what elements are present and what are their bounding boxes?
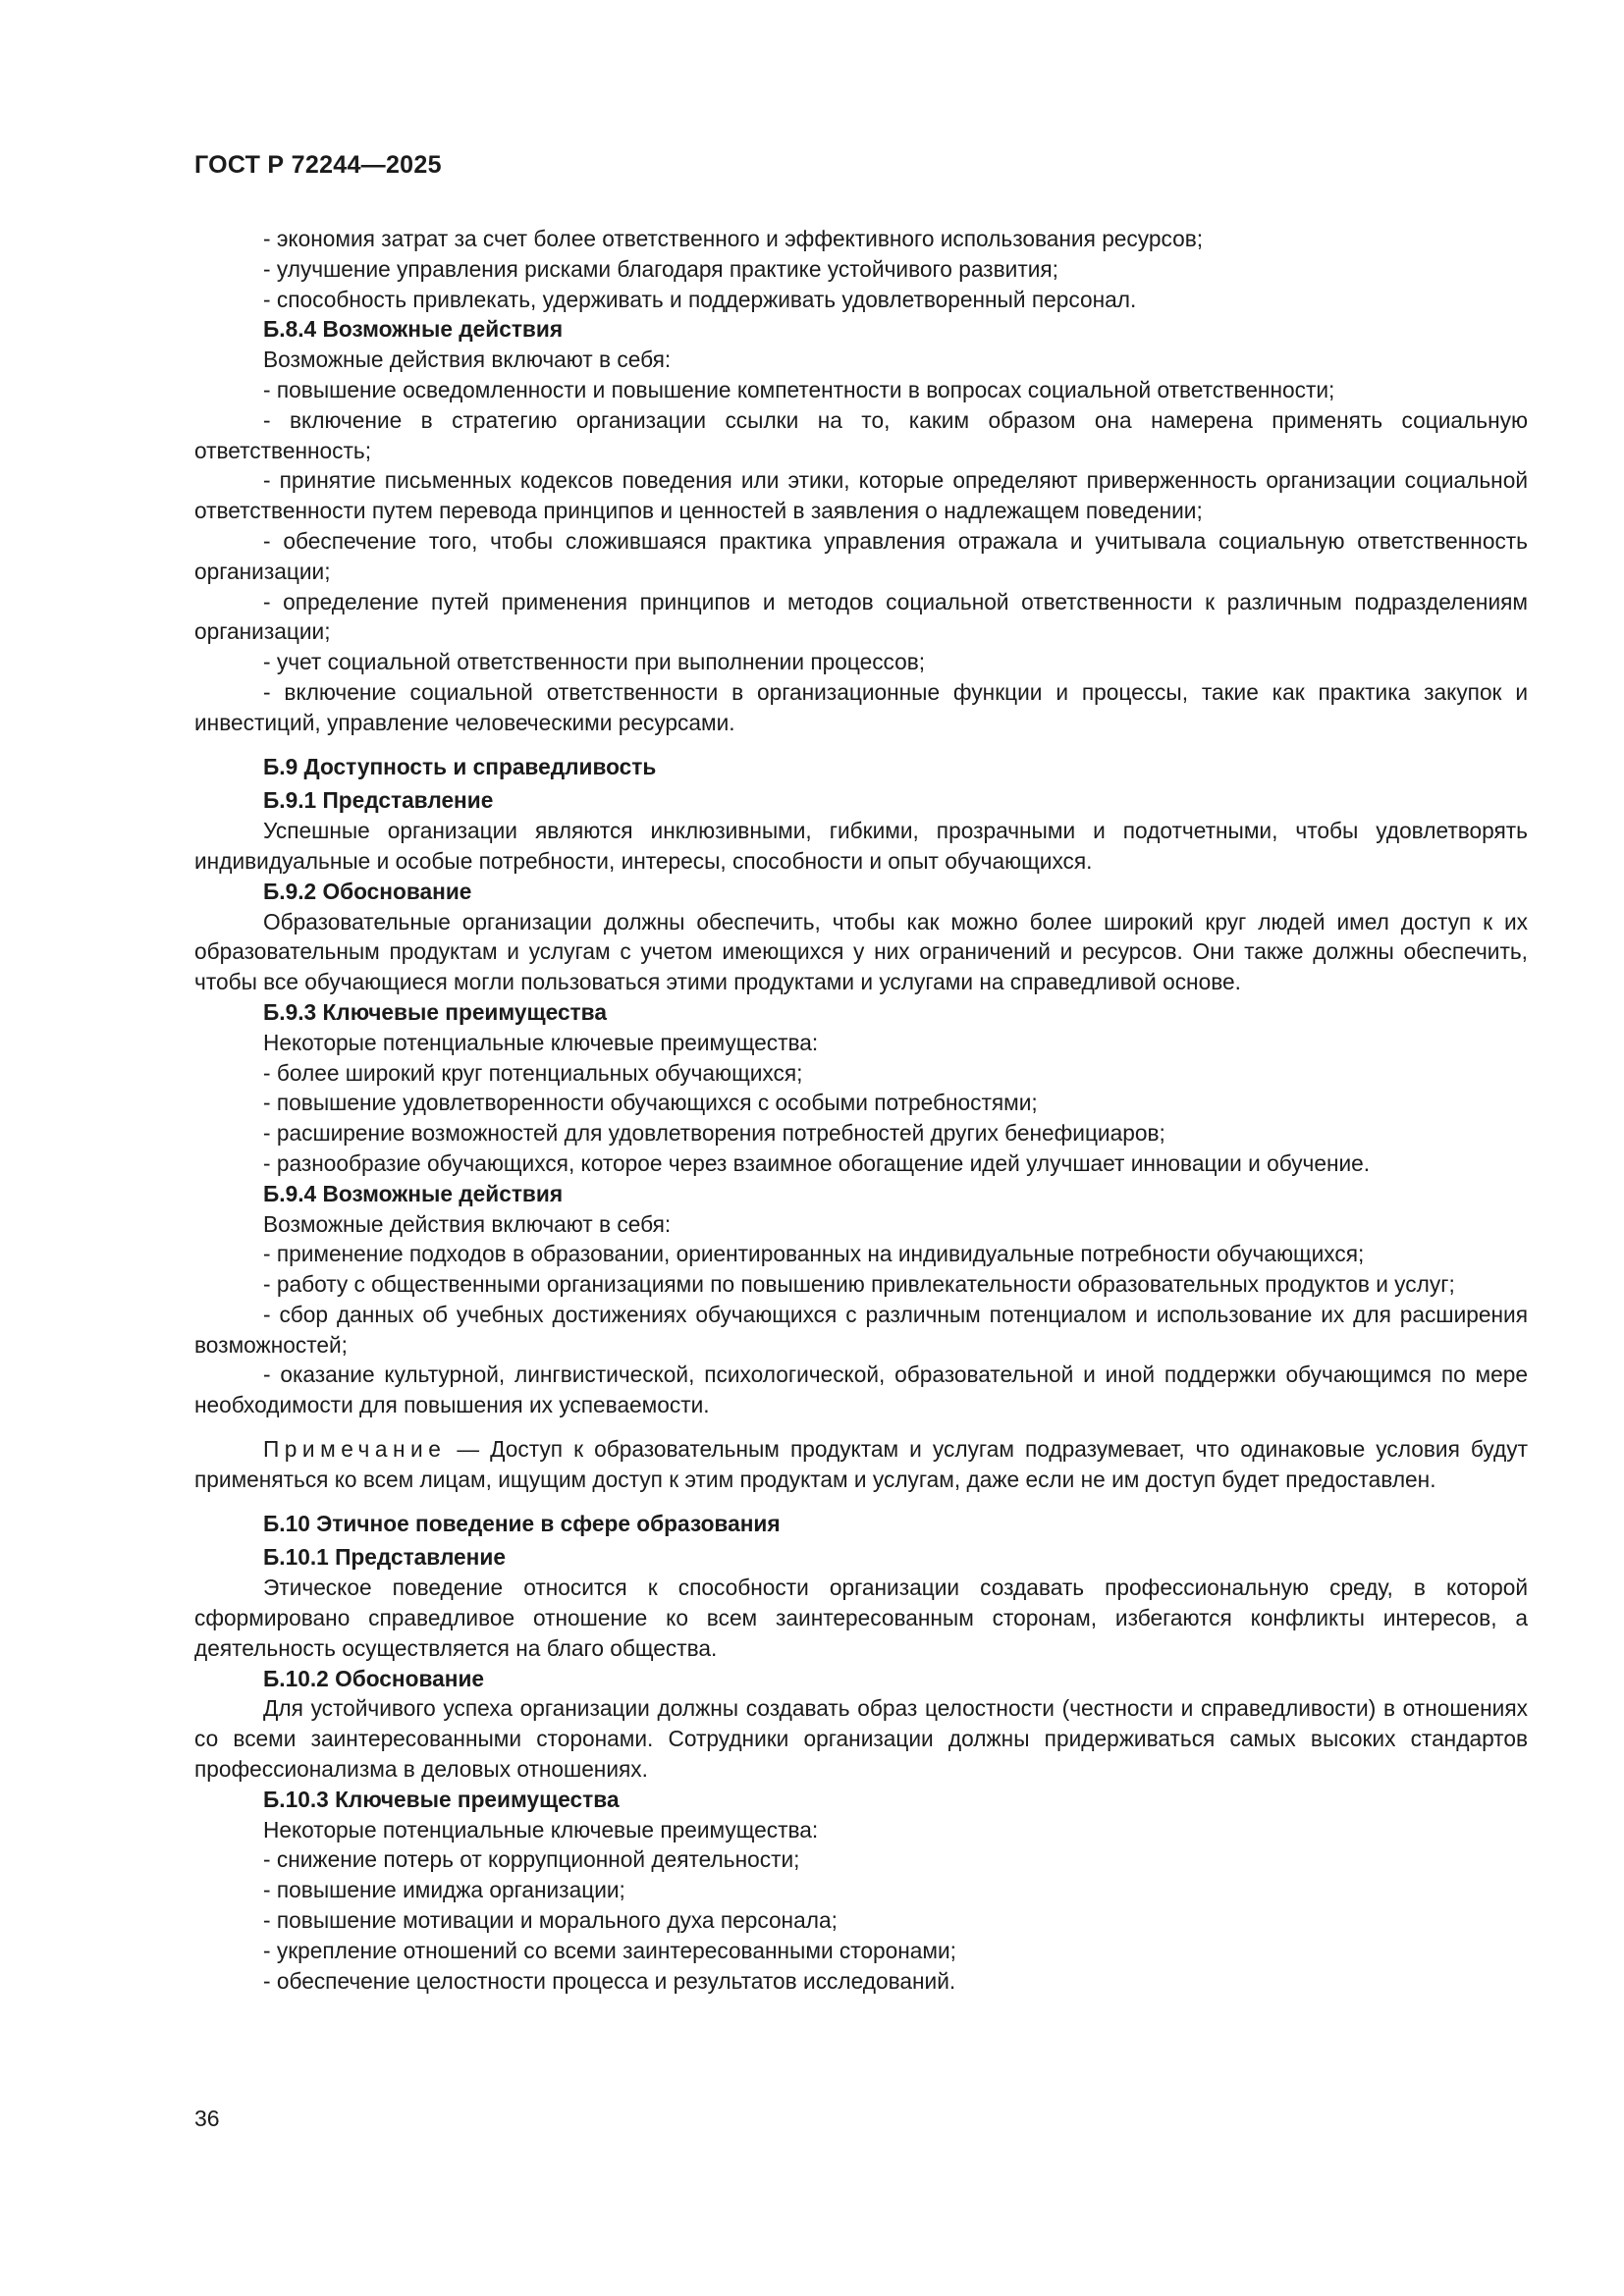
- note-label: Примечание: [263, 1436, 447, 1463]
- list-item: - укрепление отношений со всеми заинтересованными сторонами;: [263, 1937, 956, 1963]
- section-heading-b103: Б.10.3 Ключевые преимущества: [263, 1786, 620, 1812]
- section-heading-b93: Б.9.3 Ключевые преимущества: [263, 998, 607, 1025]
- paragraph: Некоторые потенциальные ключевые преимущества:: [263, 1816, 819, 1842]
- list-item: - обеспечение того, чтобы сложившаяся практика управления отражала и учитывала социальную ответственность организации;: [194, 527, 1528, 584]
- list-item: - включение в стратегию организации ссылки на то, каким образом она намерена применять социальную ответственность;: [194, 406, 1528, 463]
- section-heading-b91: Б.9.1 Представление: [263, 787, 494, 814]
- document-header: ГОСТ Р 72244—2025: [194, 151, 442, 179]
- list-item: - включение социальной ответственности в организационные функции и процессы, такие как практика закупок и инвестиций, управление человеческими ресурсами.: [194, 678, 1528, 735]
- list-item: - обеспечение целостности процесса и результатов исследований.: [263, 1967, 956, 1994]
- list-item: - определение путей применения принципов и методов социальной ответственности к различным подразделениям организации;: [194, 588, 1528, 645]
- list-item: - разнообразие обучающихся, которое через взаимное обогащение идей улучшает инновации и обучение.: [263, 1149, 1371, 1176]
- note-text: — Доступ к образовательным продуктам и услугам подразумевает, что одинаковые условия будут применяться ко всем лицам, ищущим доступ к этим продуктам и услугам, даже если не им доступ будет предоставлен.: [194, 1436, 1528, 1492]
- section-heading-b9: Б.9 Доступность и справедливость: [263, 753, 657, 779]
- paragraph: Возможные действия включают в себя:: [263, 347, 672, 373]
- section-heading-b102: Б.10.2 Обоснование: [263, 1665, 485, 1691]
- list-item: - снижение потерь от коррупционной деятельности;: [263, 1846, 800, 1873]
- section-heading-b84: Б.8.4 Возможные действия: [263, 316, 564, 343]
- list-item: - повышение удовлетворенности обучающихся с особыми потребностями;: [263, 1090, 1038, 1116]
- page-number: 36: [194, 2106, 220, 2131]
- section-heading-b94: Б.9.4 Возможные действия: [263, 1180, 564, 1206]
- list-item: - расширение возможностей для удовлетворения потребностей других бенефициаров;: [263, 1120, 1165, 1147]
- paragraph: Этическое поведение относится к способности организации создавать профессиональную среду, в которой сформировано справедливое отношение ко всем заинтересованным сторонам, избегаются конфликты интересов, а деятельность осуществляется на благо общества.: [194, 1575, 1528, 1661]
- paragraph: Для устойчивого успеха организации должны создавать образ целостности (честности и справедливости) в отношениях со всеми заинтересованными сторонами. Сотрудники организации должны придерживаться самых высоких стандартов профессионализма в деловых отношениях.: [194, 1695, 1528, 1783]
- list-item: - сбор данных об учебных достижениях обучающихся с различным потенциалом и использование их для расширения возможностей;: [194, 1301, 1528, 1358]
- list-item: - повышение имиджа организации;: [263, 1877, 625, 1903]
- paragraph: Успешные организации являются инклюзивными, гибкими, прозрачными и подотчетными, чтобы удовлетворять индивидуальные и особые потребности, интересы, способности и опыт обучающихся.: [194, 818, 1528, 874]
- list-item: - повышение мотивации и морального духа персонала;: [263, 1907, 838, 1934]
- note: [194, 1434, 1528, 1495]
- paragraph: Некоторые потенциальные ключевые преимущества:: [263, 1029, 819, 1055]
- paragraph: Возможные действия включают в себя:: [263, 1210, 672, 1237]
- paragraph: Образовательные организации должны обеспечить, чтобы как можно более широкий круг людей имел доступ к их образовательным продуктам и услугам с учетом имеющихся у них ограничений и ресурсов. Они также должны обеспечить, чтобы все обучающиеся могли пользоваться этими продуктами и услугами на справедливой основе.: [194, 908, 1528, 995]
- list-item: - повышение осведомленности и повышение компетентности в вопросах социальной ответственности;: [263, 376, 1335, 402]
- section-heading-b10: Б.10 Этичное поведение в сфере образования: [263, 1510, 781, 1536]
- list-item: - более широкий круг потенциальных обучающихся;: [263, 1059, 803, 1086]
- list-item: - учет социальной ответственности при выполнении процессов;: [263, 649, 926, 675]
- list-item: - применение подходов в образовании, ориентированных на индивидуальные потребности обучающихся;: [263, 1241, 1365, 1267]
- list-item: - способность привлекать, удерживать и поддерживать удовлетворенный персонал.: [263, 286, 1137, 312]
- section-heading-b101: Б.10.1 Представление: [263, 1544, 506, 1571]
- list-item: - оказание культурной, лингвистической, психологической, образовательной и иной поддержки обучающимся по мере необходимости для повышения их успеваемости.: [194, 1362, 1528, 1418]
- list-item: - экономия затрат за счет более ответственного и эффективного использования ресурсов;: [263, 226, 1204, 251]
- document-body: [194, 224, 1528, 1996]
- list-item: - работу с общественными организациями по повышению привлекательности образовательных продуктов и услуг;: [263, 1271, 1455, 1298]
- list-item: - улучшение управления рисками благодаря практике устойчивого развития;: [263, 255, 1058, 282]
- section-heading-b92: Б.9.2 Обоснование: [263, 878, 472, 904]
- list-item: - принятие письменных кодексов поведения или этики, которые определяют приверженность организации социальной ответственности путем перевода принципов и ценностей в заявления о надлежащем поведении;: [194, 467, 1528, 524]
